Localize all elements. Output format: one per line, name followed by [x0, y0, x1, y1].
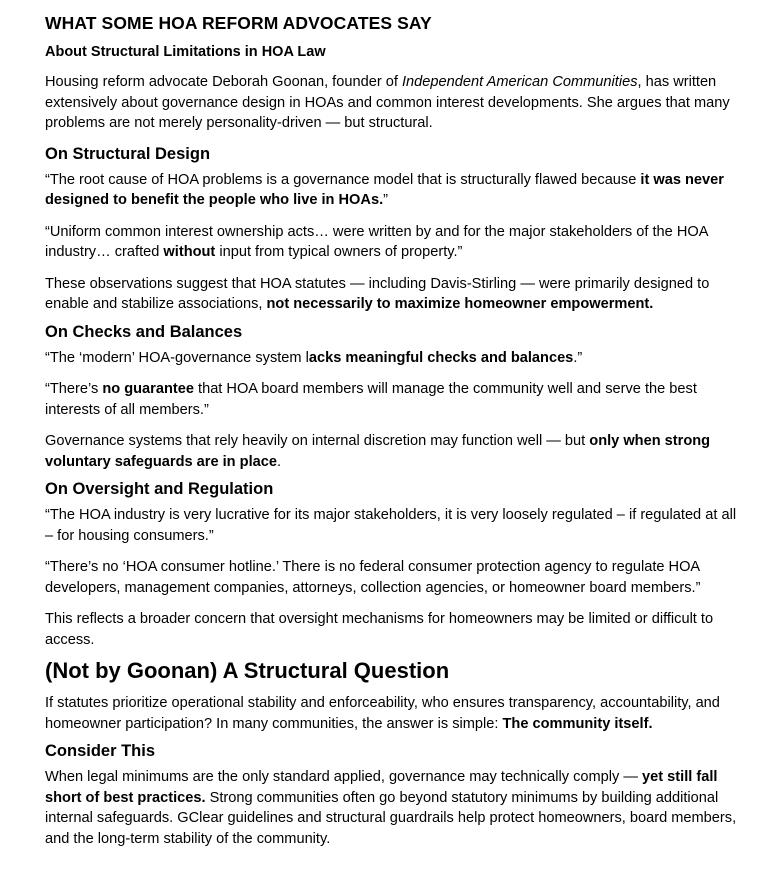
paragraph-structural-question: If statutes prioritize operational stability and enforceability, who ensures transparency, accountability, and homeowner participation? In many communities, the answer is simple: The community itself.: [45, 695, 720, 732]
paragraph-governance-systems: Governance systems that rely heavily on internal discretion may function well — but only when strong voluntary safeguards are in place.: [45, 433, 711, 470]
section-heading-checks-balances: On Checks and Balances: [45, 322, 243, 341]
quote-no-guarantee: “There’s no guarantee that HOA board members will manage the community well and serve the best interests of all members.”: [45, 381, 697, 418]
paragraph-consider-this: When legal minimums are the only standard applied, governance may technically comply — yet still fall short of best practices. Strong communities often go beyond statutory minimums by building additional internal safeguards. GClear guidelines and structural guardrails help protect homeowners, board members, and the long-term stability of the community.: [45, 769, 737, 847]
quote-lucrative-industry: “The HOA industry is very lucrative for its major stakeholders, it is very loosely regulated – if regulated at all – for housing consumers.”: [45, 507, 737, 544]
intro-paragraph: Housing reform advocate Deborah Goonan, founder of Independent American Communities, has written extensively about governance design in HOAs and common interest developments. She argues that many problems are not merely personality-driven — but structural.: [45, 74, 730, 131]
page-title: WHAT SOME HOA REFORM ADVOCATES SAY: [45, 13, 432, 33]
section-heading-structural-design: On Structural Design: [45, 144, 211, 163]
paragraph-observations: These observations suggest that HOA statutes — including Davis-Stirling — were primarily designed to enable and stabilize associations, not necessarily to maximize homeowner empowerment.: [45, 275, 710, 312]
quote-modern-system: “The ‘modern’ HOA-governance system lacks meaningful checks and balances.”: [45, 349, 583, 366]
section-heading-consider-this: Consider This: [45, 742, 156, 760]
paragraph-broader-concern: This reflects a broader concern that oversight mechanisms for homeowners may be limited or difficult to access.: [45, 611, 714, 648]
quote-consumer-hotline: “There’s no ‘HOA consumer hotline.’ There is no federal consumer protection agency to regulate HOA developers, management companies, attorneys, collection agencies, or homeowner board members.”: [45, 559, 701, 596]
quote-uniform-acts: “Uniform common interest ownership acts… were written by and for the major stakeholders of the HOA industry… crafted without input from typical owners of property.”: [45, 223, 708, 260]
section-heading-structural-question: (Not by Goonan) A Structural Question: [45, 658, 450, 683]
quote-root-cause: “The root cause of HOA problems is a governance model that is structurally flawed because it was never designed to benefit the people who live in HOAs.”: [45, 171, 724, 208]
page-subtitle: About Structural Limitations in HOA Law: [45, 44, 326, 60]
section-heading-oversight: On Oversight and Regulation: [45, 480, 274, 498]
